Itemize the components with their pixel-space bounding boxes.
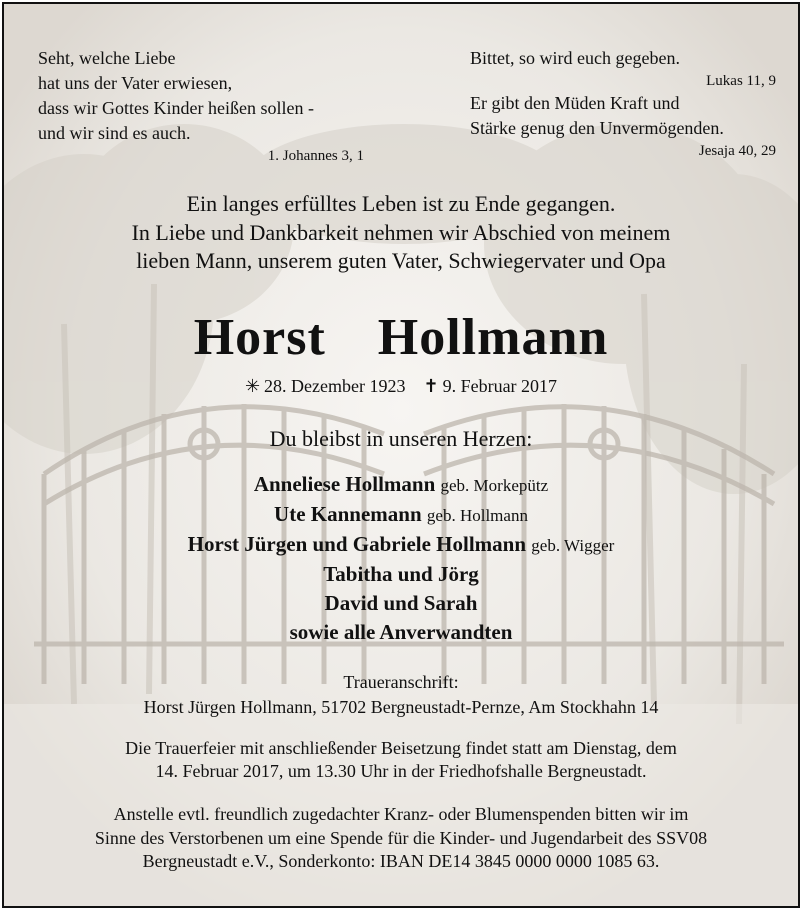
family-member-name: sowie alle Anverwandten xyxy=(289,620,513,644)
family-member xyxy=(4,589,798,618)
verse-line: Stärke genug den Unvermögenden. xyxy=(470,118,724,138)
farewell-line: Du bleibst in unseren Herzen: xyxy=(269,426,533,451)
bible-verse-right xyxy=(470,46,776,161)
death-cross-icon: ✝ xyxy=(423,376,439,396)
funeral-info xyxy=(4,737,798,783)
birth-date: 28. Dezember 1923 xyxy=(264,376,406,396)
verse-line: hat uns der Vater erwiesen, xyxy=(38,73,233,93)
family-member-name: Horst Jürgen und Gabriele Hollmann xyxy=(187,532,527,556)
verse-line: dass wir Gottes Kinder heißen sollen - xyxy=(38,98,314,118)
address-label: Traueranschrift: xyxy=(343,672,459,692)
verse-line: Seht, welche Liebe xyxy=(38,48,176,68)
family-member-note: geb. Hollmann xyxy=(426,506,528,525)
verse-line: Er gibt den Müden Kraft und xyxy=(470,93,680,113)
family-list xyxy=(4,470,798,647)
bible-verse-left xyxy=(38,46,408,166)
life-dates xyxy=(4,374,798,398)
family-member xyxy=(4,560,798,589)
intro-line: lieben Mann, unserem guten Vater, Schwiegervater und Opa xyxy=(136,248,666,273)
obituary-card xyxy=(2,2,800,908)
donation-line: Sinne des Verstorbenen um eine Spende für die Kinder- und Jugendarbeit des SSV08 xyxy=(94,827,708,848)
verse-reference: Jesaja 40, 29 xyxy=(698,143,776,159)
family-member xyxy=(4,500,798,530)
family-member-name: Tabitha und Jörg xyxy=(323,562,479,586)
donation-line: Bergneustadt e.V., Sonderkonto: IBAN DE14 3845 0000 0000 1085 63. xyxy=(142,851,660,871)
family-member-note: geb. Morkepütz xyxy=(440,476,549,495)
family-member xyxy=(4,530,798,560)
family-member-note: geb. Wigger xyxy=(531,536,615,555)
family-member-name: Ute Kannemann xyxy=(274,502,422,526)
birth-star-icon: ✳ xyxy=(244,376,261,396)
intro-line: In Liebe und Dankbarkeit nehmen wir Abschied von meinem xyxy=(131,219,671,245)
death-date: 9. Februar 2017 xyxy=(442,376,558,396)
donation-line: Anstelle evtl. freundlich zugedachter Kranz- oder Blumenspenden bitten wir im xyxy=(113,804,689,824)
mourning-address xyxy=(4,670,798,720)
family-member xyxy=(4,470,798,500)
family-member xyxy=(4,618,798,647)
donation-info xyxy=(4,803,798,874)
verse-reference: 1. Johannes 3, 1 xyxy=(267,148,364,164)
intro-line: Ein langes erfülltes Leben ist zu Ende gegangen. xyxy=(186,191,616,216)
address-value: Horst Jürgen Hollmann, 51702 Bergneustadt-Pernze, Am Stockhahn 14 xyxy=(143,697,659,717)
family-member-name: Anneliese Hollmann xyxy=(253,472,436,496)
intro-text xyxy=(4,190,798,276)
funeral-line: Die Trauerfeier mit anschließender Beisetzung findet statt am Dienstag, dem xyxy=(125,738,677,758)
verse-line: Bittet, so wird euch gegeben. xyxy=(470,48,680,68)
verse-reference: Lukas 11, 9 xyxy=(706,73,776,89)
deceased-name: Horst Hollmann xyxy=(193,309,609,366)
verse-line: und wir sind es auch. xyxy=(38,123,191,143)
family-member-name: David und Sarah xyxy=(324,591,478,615)
funeral-line: 14. Februar 2017, um 13.30 Uhr in der Friedhofshalle Bergneustadt. xyxy=(155,761,647,781)
